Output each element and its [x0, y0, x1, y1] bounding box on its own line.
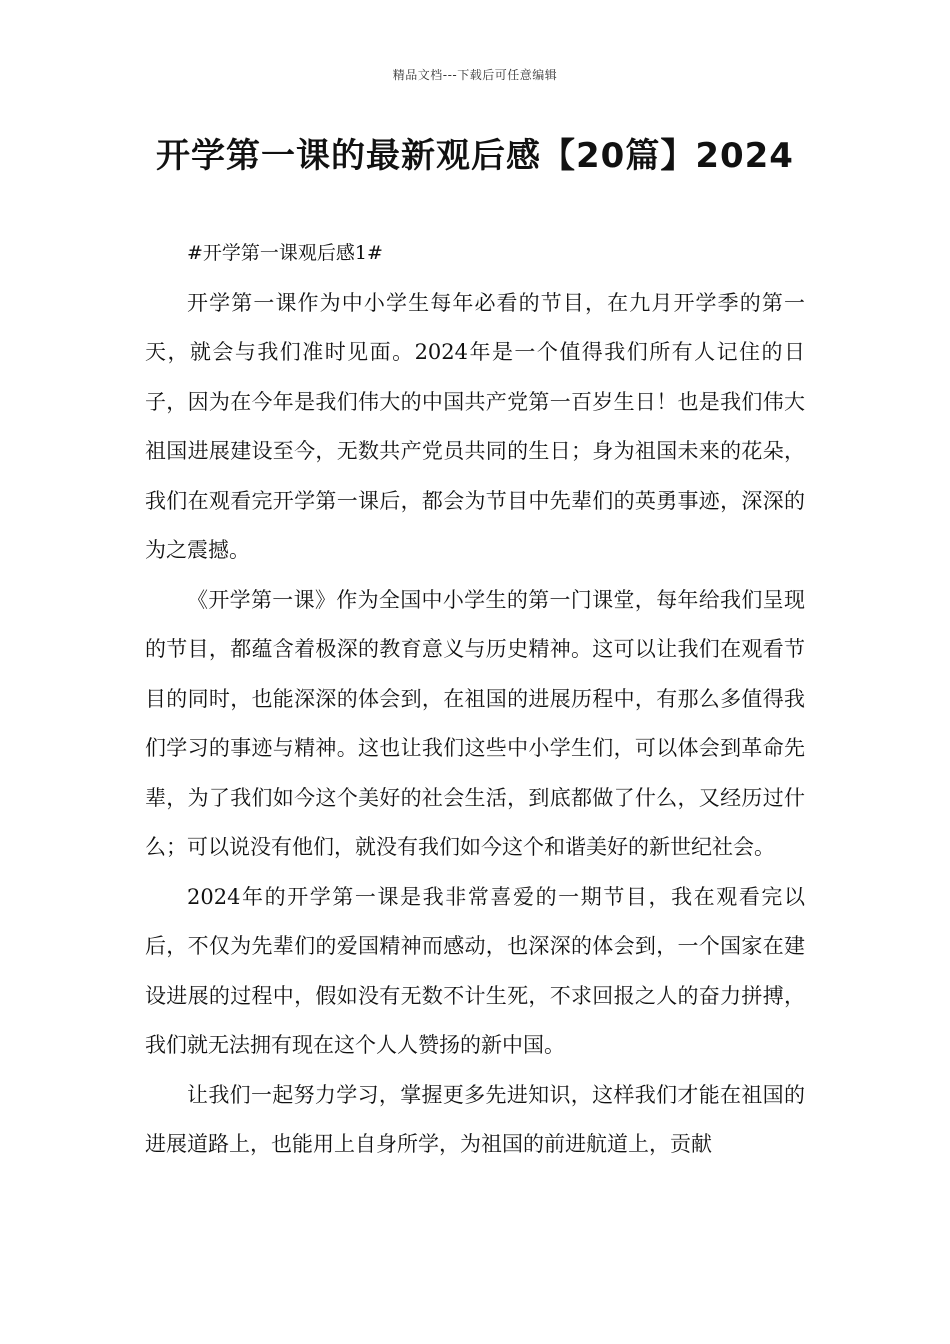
paragraph-2: 《开学第一课》作为全国中小学生的第一门课堂，每年给我们呈现的节目，都蕴含着极深的教育意义与历史精神。这可以让我们在观看节目的同时，也能深深的体会到，在祖国的进展历程中，有那么多值得我们学习的事迹与精神。这也让我们这些中小学生们，可以体会到革命先辈，为了我们如今这个美好的社会生活，到底都做了什么，又经历过什么；可以说没有他们，就没有我们如今这个和谐美好的新世纪社会。 [145, 587, 805, 859]
paragraph-4: 让我们一起努力学习，掌握更多先进知识，这样我们才能在祖国的进展道路上，也能用上自身所学，为祖国的前进航道上，贡献 [145, 1082, 805, 1156]
document-title: 开学第一课的最新观后感【20篇】2024 [156, 136, 794, 176]
header-note: 精品文档---下载后可任意编辑 [392, 68, 558, 82]
paragraph-1: 开学第一课作为中小学生每年必看的节目，在九月开学季的第一天，就会与我们准时见面。2024年是一个值得我们所有人记住的日子，因为在今年是我们伟大的中国共产党第一百岁生日！也是我们伟大祖国进展建设至今，无数共产党员共同的生日；身为祖国未来的花朵，我们在观看完开学第一课后，都会为节目中先辈们的英勇事迹，深深的为之震撼。 [145, 290, 805, 562]
paragraph-3: 2024年的开学第一课是我非常喜爱的一期节目，我在观看完以后，不仅为先辈们的爱国精神而感动，也深深的体会到，一个国家在建设进展的过程中，假如没有无数不计生死，不求回报之人的奋力拼搏，我们就无法拥有现在这个人人赞扬的新中国。 [145, 884, 805, 1057]
section-heading: #开学第一课观后感1# [187, 242, 383, 264]
document-body [145, 229, 805, 1170]
